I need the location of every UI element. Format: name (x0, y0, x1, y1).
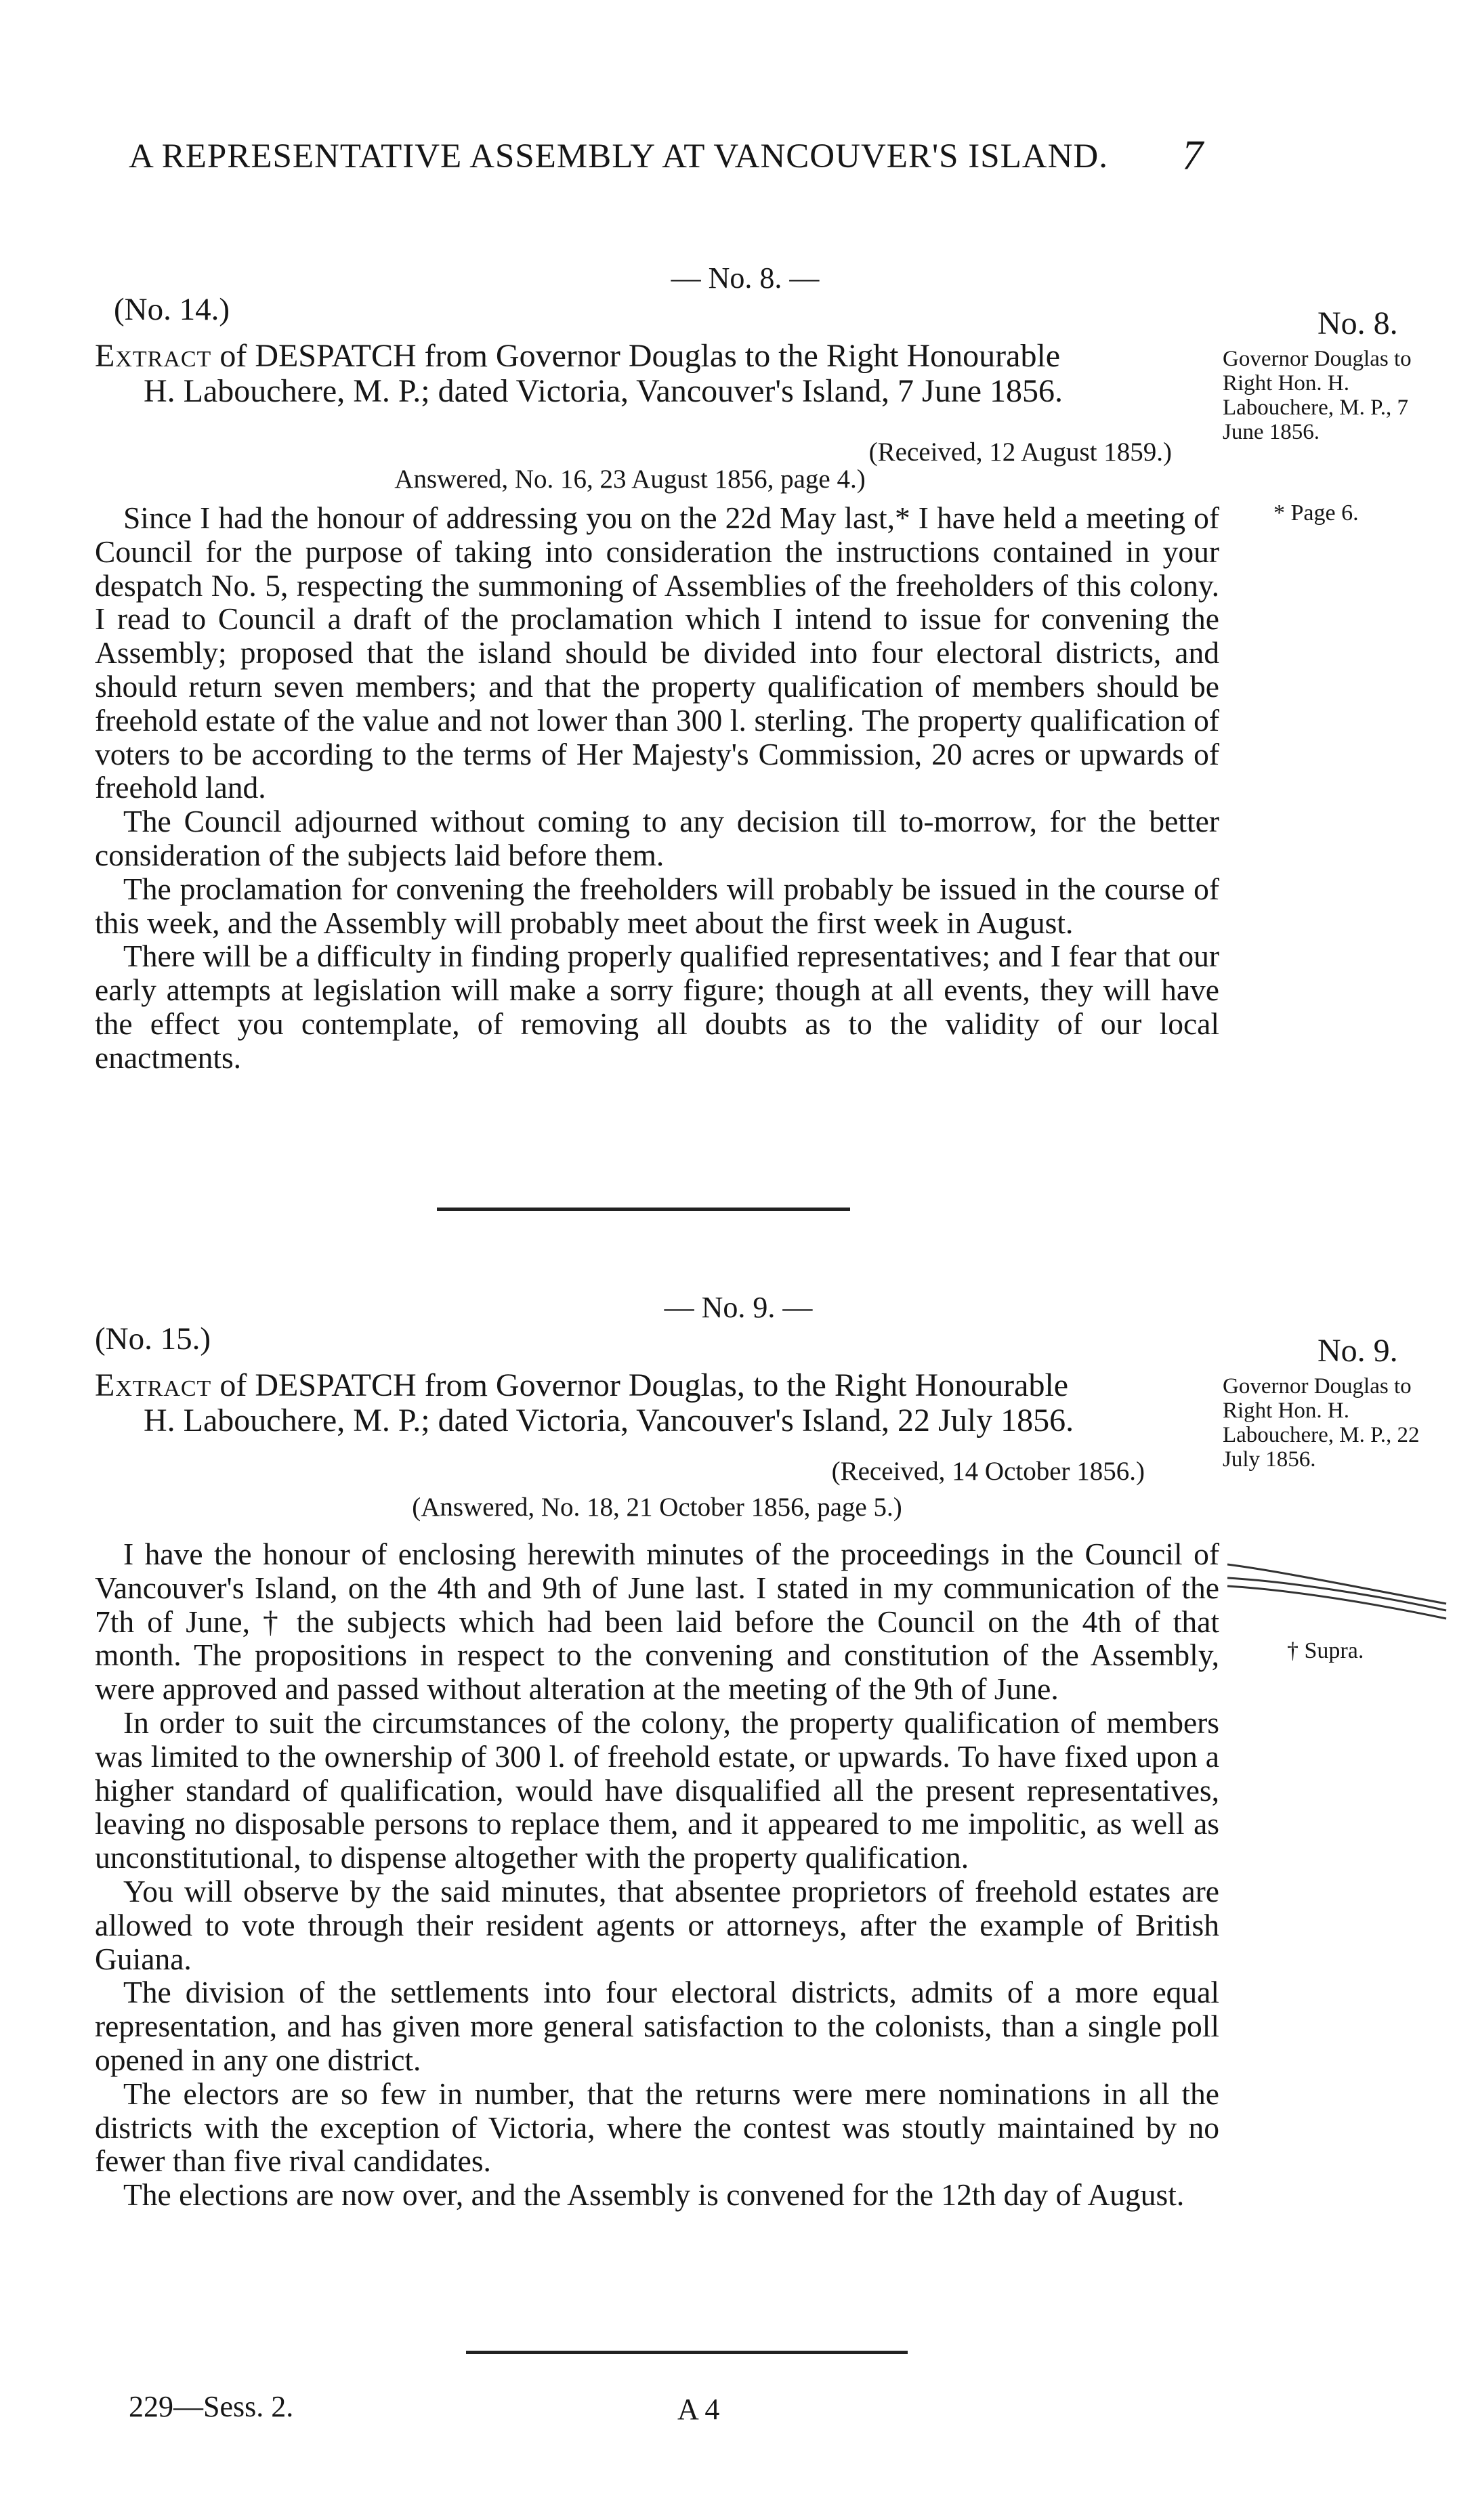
body-text (95, 1537, 1219, 2212)
extract-label: Extract (95, 1367, 212, 1403)
margin-note (1223, 303, 1453, 444)
paragraph: The Council adjourned without coming to any decision till to-morrow, for the better consideration of the subjects laid before them. (95, 804, 1219, 872)
margin-summary: Governor Douglas to Right Hon. H. Labouchere, M. P., 7 June 1856. (1223, 347, 1412, 444)
paragraph: You will observe by the said minutes, that absentee proprietors of freehold estates are allowed to vote through their resident agents or attorneys, after the example of British Guiana. (95, 1873, 1219, 1976)
sessional-number: 229—Sess. 2. (129, 2390, 294, 2423)
answered-note: (Answered, No. 18, 21 October 1856, page 5.) (412, 1493, 902, 1522)
paragraph: The proclamation for convening the freeholders will probably be issued in the course of this week, and the Assembly will probably meet about the first week in August. (95, 871, 1219, 940)
paragraph: The electors are so few in number, that the returns were mere nominations in all the districts with the exception of Victoria, where the contest was stoutly maintained by no fewer than five rival candidates. (95, 2076, 1219, 2179)
bracket-lines (1226, 1551, 1450, 1625)
running-header: A REPRESENTATIVE ASSEMBLY AT VANCOUVER'S ISLAND. (129, 137, 1108, 175)
answered-note: Answered, No. 16, 23 August 1856, page 4.) (394, 465, 866, 494)
footnote-ref: † Supra. (1287, 1638, 1364, 1663)
paragraph: There will be a difficulty in finding properly qualified representatives; and I fear that our early attempts at legislation will make a sorry figure; though at all events, they will have the effect you contemplate, of removing all doubts as to the validity of our local enactments. (95, 939, 1219, 1075)
body-text (95, 501, 1219, 1075)
received-note: (Received, 14 October 1856.) (831, 1457, 1145, 1486)
section-number: — No. 8. — (671, 261, 820, 295)
divider-rule (466, 2351, 908, 2354)
footnote-ref: * Page 6. (1273, 500, 1359, 526)
divider-rule (437, 1208, 850, 1211)
margin-number: No. 8. (1317, 305, 1398, 341)
document-number: (No. 14.) (114, 292, 230, 327)
received-note: (Received, 12 August 1859.) (868, 437, 1172, 467)
paragraph: The division of the settlements into four electoral districts, admits of a more equal representation, and has given more general satisfaction to the colonists, than a single poll opened in any one district. (95, 1975, 1219, 2077)
extract-line-1: of DESPATCH from Governor Douglas, to the Right Honourable (211, 1367, 1069, 1403)
extract-line-2: H. Labouchere, M. P.; dated Victoria, Vancouver's Island, 22 July 1856. (144, 1403, 1074, 1438)
paragraph: In order to suit the circumstances of the colony, the property qualification of members was limited to the ownership of 300 l. of freehold estate, or upwards. To have fixed upon a higher standard of qualification, would have disqualified all the present representatives, leaving no disposable persons to replace them, and it appeared to me impolitic, as well as unconstitutional, to dispense altogether with the property qualification. (95, 1705, 1219, 1875)
margin-summary: Governor Douglas to Right Hon. H. Labouchere, M. P., 22 July 1856. (1223, 1374, 1420, 1472)
margin-number: No. 9. (1317, 1333, 1398, 1369)
extract-label: Extract (95, 338, 212, 374)
page-number: 7 (1182, 133, 1203, 179)
section-number: — No. 9. — (664, 1291, 813, 1324)
document-number: (No. 15.) (95, 1321, 211, 1357)
extract-heading (95, 1368, 1219, 1438)
signature-mark: A 4 (677, 2393, 720, 2426)
paragraph: Since I had the honour of addressing you on the 22d May last,* I have held a meeting of Council for the purpose of taking into consideration the instructions contained in your despatch No. 5, respecting the summoning of Assemblies of the freeholders of this colony. I read to Council a draft of the proclamation which I intend to issue for convening the Assembly; proposed that the island should be divided into four electoral districts, and should return seven members; and that the property qualification of members should be freehold estate of the value and not lower than 300 l. sterling. The property qualification of voters to be according to the terms of Her Majesty's Commission, 20 acres or upwards of freehold land. (95, 500, 1219, 805)
paragraph: The elections are now over, and the Assembly is convened for the 12th day of August. (123, 2177, 1185, 2213)
margin-note (1223, 1331, 1453, 1472)
extract-line-1: of DESPATCH from Governor Douglas to the Right Honourable (211, 338, 1061, 374)
extract-line-2: H. Labouchere, M. P.; dated Victoria, Vancouver's Island, 7 June 1856. (144, 373, 1063, 409)
extract-heading (95, 339, 1219, 409)
paragraph: I have the honour of enclosing herewith minutes of the proceedings in the Council of Vancouver's Island, on the 4th and 9th of June last. I stated in my communication of the 7th of June, † the subjects which had been laid before the Council on the 4th of that month. The propositions in respect to the convening and constitution of the Assembly, were approved and passed without alteration at the meeting of the 9th of June. (95, 1537, 1219, 1707)
